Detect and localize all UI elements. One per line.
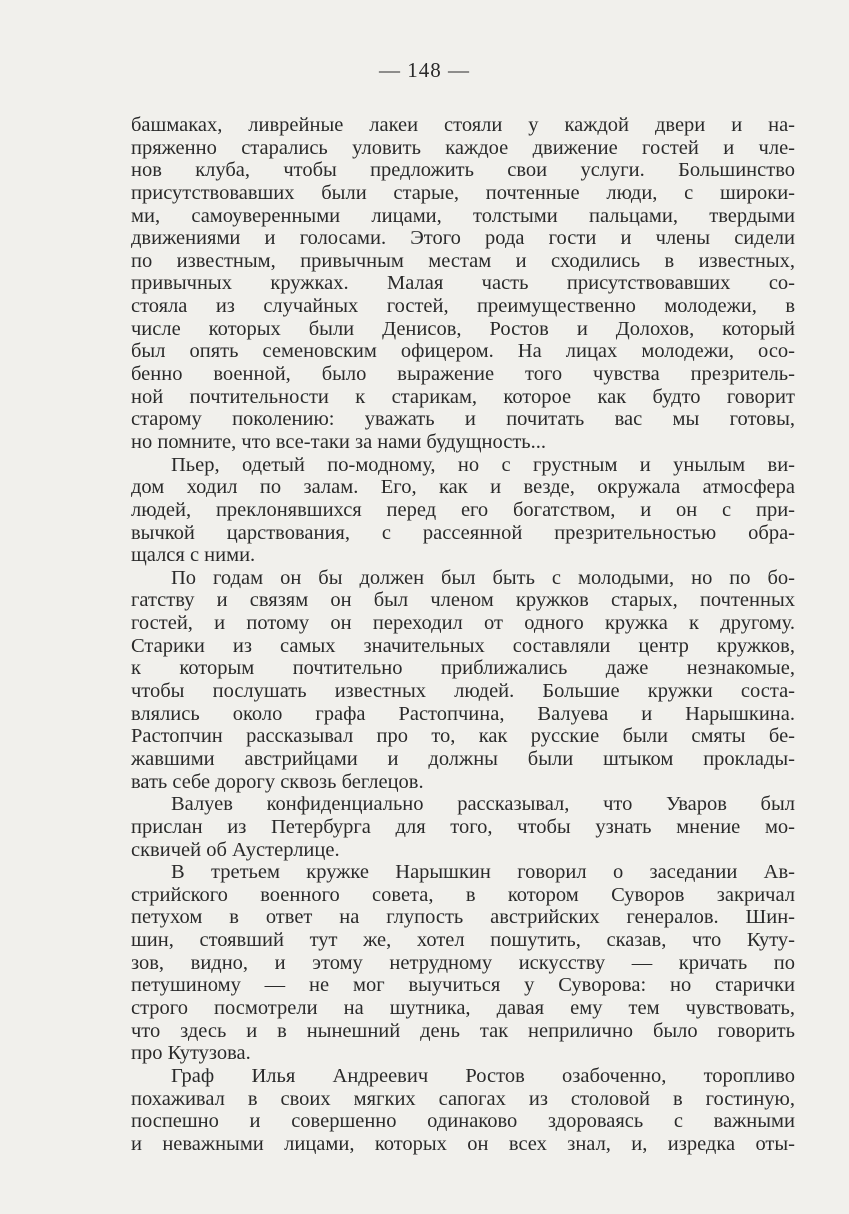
text-line: пряженно старались уловить каждое движение гостей и чле- <box>131 136 795 159</box>
text-line: По годам он бы должен был быть с молодыми, но по бо- <box>171 566 795 589</box>
paragraph <box>131 454 795 567</box>
page-number: — 148 — <box>379 58 470 82</box>
text-line: поспешно и совершенно одинаково здороваясь с важными <box>131 1110 795 1133</box>
text-line: похаживал в своих мягких сапогах из столовой в гостиную, <box>131 1087 795 1110</box>
paragraph <box>131 567 795 793</box>
text-line: вать себе дорогу сквозь беглецов. <box>131 770 424 793</box>
text-line: прислан из Петербурга для того, чтобы узнать мнение мо- <box>131 815 795 838</box>
text-line: нов клуба, чтобы предложить свои услуги. Большинство <box>131 159 795 182</box>
text-line: числе которых были Денисов, Ростов и Долохов, который <box>131 317 795 340</box>
paragraph <box>131 114 795 454</box>
text-line: Валуев конфиденциально рассказывал, что Уваров был <box>171 793 795 816</box>
text-line: к которым почтительно приближались даже незнакомые, <box>131 657 795 680</box>
text-line: привычных кружках. Малая часть присутствовавших со- <box>131 272 795 295</box>
text-line: бенно военной, было выражение того чувства презритель- <box>131 363 795 386</box>
text-line: старому поколению: уважать и почитать вас мы готовы, <box>131 408 795 431</box>
text-line: но помните, что все-таки за нами будущность... <box>131 430 547 453</box>
text-line: что здесь и в нынешний день так неприлично было говорить <box>131 1019 795 1042</box>
text-line: щался с ними. <box>131 544 256 567</box>
text-line: жавшими австрийцами и должны были штыком проклады- <box>131 747 795 770</box>
paragraph <box>131 861 795 1065</box>
text-line: и неважными лицами, которых он всех знал, и, изредка оты- <box>131 1132 795 1155</box>
text-line: по известным, привычным местам и сходились в известных, <box>131 249 795 272</box>
text-line: зов, видно, и этому нетрудному искусству — кричать по <box>131 951 795 974</box>
text-line: стояла из случайных гостей, преимущественно молодежи, в <box>131 295 795 318</box>
text-line: сквичей об Аустерлице. <box>131 838 340 861</box>
text-line: Пьер, одетый по-модному, но с грустным и унылым ви- <box>171 453 795 476</box>
text-line: людей, преклонявшихся перед его богатством, и он с при- <box>131 498 795 521</box>
text-line: башмаках, ливрейные лакеи стояли у каждой двери и на- <box>131 114 795 136</box>
paragraph <box>131 793 795 861</box>
text-line: петухом в ответ на глупость австрийских генералов. Шин- <box>131 906 795 929</box>
text-line: петушиному — не мог выучиться у Суворова: но старички <box>131 974 795 997</box>
text-line: Растопчин рассказывал про то, как русские были смяты бе- <box>131 725 795 748</box>
text-line: ми, самоуверенными лицами, толстыми пальцами, твердыми <box>131 204 795 227</box>
text-line: был опять семеновским офицером. На лицах молодежи, осо- <box>131 340 795 363</box>
text-line: про Кутузова. <box>131 1042 251 1065</box>
text-line: гатству и связям он был членом кружков старых, почтенных <box>131 589 795 612</box>
paragraph <box>131 1065 795 1156</box>
text-line: шин, стоявший тут же, хотел пошутить, сказав, что Куту- <box>131 929 795 952</box>
text-line: чтобы послушать известных людей. Большие кружки соста- <box>131 680 795 703</box>
text-line: гостей, и потому он переходил от одного кружка к другому. <box>131 612 795 635</box>
text-line: Граф Илья Андреевич Ростов озабоченно, торопливо <box>171 1064 795 1087</box>
text-line: движениями и голосами. Этого рода гости и члены сидели <box>131 227 795 250</box>
text-line: В третьем кружке Нарышкин говорил о заседании Ав- <box>171 861 795 884</box>
page-body-text <box>131 114 795 1155</box>
text-line: ной почтительности к старикам, которое как будто говорит <box>131 385 795 408</box>
text-line: влялись около графа Растопчина, Валуева и Нарышкина. <box>131 702 795 725</box>
text-line: дом ходил по залам. Его, как и везде, окружала атмосфера <box>131 476 795 499</box>
text-line: строго посмотрели на шутника, давая ему тем чувствовать, <box>131 996 795 1019</box>
text-line: вычкой царствования, с рассеянной презрительностью обра- <box>131 521 795 544</box>
text-line: стрийского военного совета, в котором Суворов закричал <box>131 883 795 906</box>
text-line: присутствовавших были старые, почтенные люди, с широки- <box>131 181 795 204</box>
text-line: Старики из самых значительных составляли центр кружков, <box>131 634 795 657</box>
